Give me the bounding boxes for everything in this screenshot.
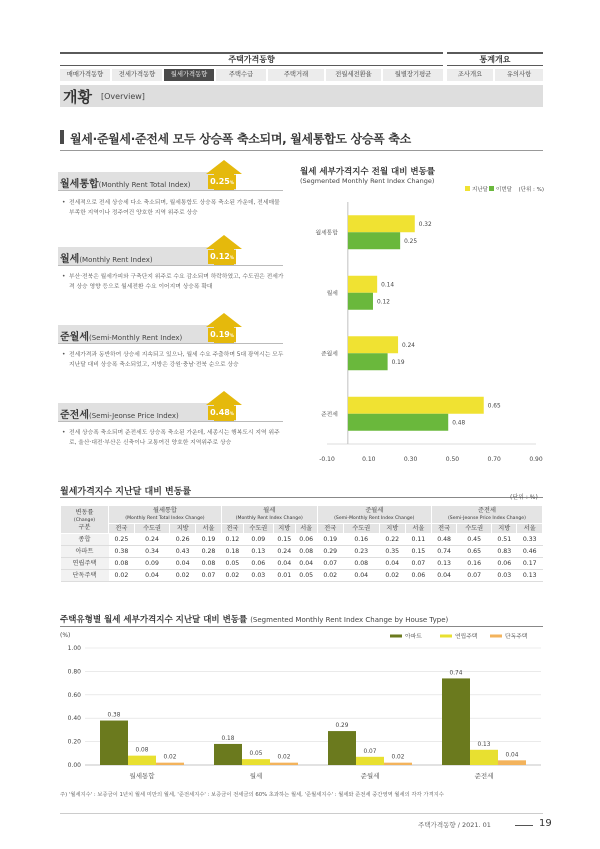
table-cell: 0.06 bbox=[243, 558, 273, 570]
section-title: 준전세(Semi-Jeonse Price Index) bbox=[60, 410, 179, 421]
table-cell: 0.13 bbox=[431, 558, 456, 570]
table-subcol-header: 지방 bbox=[379, 524, 405, 534]
table-row bbox=[61, 558, 543, 570]
tab-monthly-rent[interactable]: 월세가격동향 bbox=[164, 69, 214, 81]
legend-label: 아파트 bbox=[405, 634, 422, 640]
hbar-chart-title: 월세 세부가격지수 전월 대비 변동률 bbox=[300, 167, 436, 177]
category-label: 월세통합 bbox=[129, 772, 155, 780]
legend-swatch bbox=[489, 186, 494, 191]
bar-지난달 bbox=[348, 215, 415, 232]
table-cell: 0.46 bbox=[517, 546, 543, 558]
value-label: 0.14 bbox=[381, 282, 395, 289]
bar-아파트 bbox=[214, 744, 242, 765]
bar-연립주택 bbox=[470, 750, 498, 765]
value-label: 0.24 bbox=[402, 342, 415, 349]
tab-sale-price[interactable]: 매매가격동향 bbox=[60, 69, 110, 81]
legend-label: 연립주택 bbox=[455, 634, 478, 640]
value-label: 0.19 bbox=[391, 359, 405, 366]
table-cell: 0.04 bbox=[170, 558, 196, 570]
table-cell: 0.06 bbox=[295, 534, 317, 546]
bar-단독주택 bbox=[498, 760, 526, 765]
y-tick-label: 0.20 bbox=[67, 738, 81, 746]
section-value: 0.12% bbox=[208, 250, 236, 264]
tab-notes[interactable]: 유의사항 bbox=[495, 69, 543, 81]
section-title: 월세통합(Monthly Rent Total Index) bbox=[60, 179, 191, 190]
bar-지난달 bbox=[348, 397, 484, 414]
table-cell: 0.17 bbox=[517, 558, 543, 570]
x-tick-label: 0.90 bbox=[529, 456, 543, 463]
y-tick-label: 0.80 bbox=[67, 668, 81, 676]
tab-transaction[interactable]: 주택거래 bbox=[268, 69, 324, 81]
table-cell: 0.09 bbox=[243, 534, 273, 546]
value-label: 0.18 bbox=[221, 735, 235, 742]
category-label: 준월세 bbox=[360, 772, 380, 780]
table-cell: 0.24 bbox=[134, 534, 169, 546]
table-cell: 0.04 bbox=[273, 558, 295, 570]
x-tick-label: 0.70 bbox=[487, 456, 501, 463]
table-cell: 0.02 bbox=[109, 570, 135, 582]
table-cell: 0.01 bbox=[273, 570, 295, 582]
section-bullet: • 전세 상승폭 축소되며 준전세도 상승폭 축소된 가운데, 세종시는 행복도시 지역 위주로, 울산·대전·부산은 신축이나 교통여건 양호한 지역위주로 상승 bbox=[62, 430, 280, 446]
table-subcol-header: 전국 bbox=[317, 524, 343, 534]
table-subcol-header: 수도권 bbox=[243, 524, 273, 534]
value-label: 0.05 bbox=[249, 751, 263, 758]
table-corner: 변동률 (Change) 구분 bbox=[61, 506, 109, 534]
table-subcol-header: 수도권 bbox=[134, 524, 169, 534]
x-tick-label: 0.50 bbox=[445, 456, 460, 463]
table-cell: 0.35 bbox=[379, 546, 405, 558]
table-cell: 0.07 bbox=[317, 558, 343, 570]
table-cell: 0.08 bbox=[295, 546, 317, 558]
row-label: 아파트 bbox=[61, 546, 109, 558]
value-label: 0.12 bbox=[376, 299, 390, 306]
table-subcol-header: 서울 bbox=[295, 524, 317, 534]
table-cell: 0.05 bbox=[221, 558, 243, 570]
table-group-header: 월세 (Monthly Rent Index Change) bbox=[221, 506, 317, 524]
divider bbox=[58, 190, 283, 191]
table-cell: 0.09 bbox=[134, 558, 169, 570]
divider bbox=[58, 421, 283, 422]
table-cell: 0.12 bbox=[221, 534, 243, 546]
section-value: 0.19% bbox=[208, 328, 236, 342]
table-cell: 0.33 bbox=[517, 534, 543, 546]
table-row bbox=[61, 534, 543, 546]
value-label: 0.32 bbox=[418, 221, 432, 228]
table-cell: 0.13 bbox=[243, 546, 273, 558]
category-label: 월세 bbox=[326, 290, 338, 297]
table-cell: 0.34 bbox=[134, 546, 169, 558]
page-number: 19 bbox=[539, 818, 552, 829]
table-subcol-header: 서울 bbox=[196, 524, 222, 534]
table-cell: 0.04 bbox=[379, 558, 405, 570]
table-cell: 0.02 bbox=[221, 570, 243, 582]
category-label: 월세통합 bbox=[315, 230, 338, 237]
table-cell: 0.28 bbox=[196, 546, 222, 558]
hbar-chart bbox=[300, 182, 545, 467]
title-marker bbox=[60, 130, 64, 144]
table-cell: 0.13 bbox=[517, 570, 543, 582]
table-cell: 0.07 bbox=[196, 570, 222, 582]
value-label: 0.25 bbox=[404, 238, 418, 245]
bar-아파트 bbox=[442, 678, 470, 765]
legend-swatch bbox=[465, 186, 470, 191]
bar-단독주택 bbox=[156, 763, 184, 765]
table-cell: 0.03 bbox=[243, 570, 273, 582]
row-label: 연립주택 bbox=[61, 558, 109, 570]
legend-label: 지난달 bbox=[472, 187, 488, 193]
page-subtitle: [Overview] bbox=[101, 92, 145, 101]
bar-연립주택 bbox=[128, 756, 156, 765]
section-value: 0.25% bbox=[208, 175, 236, 189]
tab-jeonse-price[interactable]: 전세가격동향 bbox=[112, 69, 162, 81]
table-subcol-header: 수도권 bbox=[457, 524, 492, 534]
table-cell: 0.18 bbox=[221, 546, 243, 558]
tab-conversion-rate[interactable]: 전월세전환율 bbox=[326, 69, 381, 81]
table-cell: 0.11 bbox=[405, 534, 431, 546]
x-tick-label: 0.30 bbox=[403, 456, 418, 463]
legend-label: 이번달 bbox=[496, 187, 512, 193]
bar-이번달 bbox=[348, 232, 400, 249]
table-subcol-header: 서울 bbox=[517, 524, 543, 534]
table-cell: 0.43 bbox=[170, 546, 196, 558]
hbar-chart-subtitle: (Segmented Monthly Rent Index Change) bbox=[300, 177, 435, 185]
table-cell: 0.38 bbox=[109, 546, 135, 558]
row-label: 단독주택 bbox=[61, 570, 109, 582]
table-cell: 0.19 bbox=[196, 534, 222, 546]
y-axis-unit: (%) bbox=[60, 632, 71, 639]
value-label: 0.48 bbox=[452, 420, 466, 427]
table-cell: 0.04 bbox=[134, 570, 169, 582]
rent-change-table bbox=[60, 505, 543, 582]
table-cell: 0.83 bbox=[492, 546, 517, 558]
value-label: 0.13 bbox=[477, 741, 491, 748]
legend-label: 단독주택 bbox=[505, 634, 528, 640]
category-label: 준전세 bbox=[321, 411, 338, 418]
table-cell: 0.16 bbox=[457, 558, 492, 570]
table-cell: 0.65 bbox=[457, 546, 492, 558]
category-label: 준월세 bbox=[321, 351, 338, 358]
table-cell: 0.22 bbox=[379, 534, 405, 546]
table-cell: 0.03 bbox=[492, 570, 517, 582]
table-group-header: 월세통합 (Monthly Rent Total Index Change) bbox=[109, 506, 222, 524]
table-cell: 0.45 bbox=[457, 534, 492, 546]
section-bullet: • 전세가격과 동반하여 상승세 지속되고 있으나, 월세 수요 주춤하며 5대 광역시는 모두 지난달 대비 상승폭 축소되었고, 지방은 강원·충남·전북 순으로 상승 bbox=[62, 352, 284, 368]
bar-이번달 bbox=[348, 414, 448, 431]
table-cell: 0.23 bbox=[343, 546, 379, 558]
section-title: 준월세(Semi-Monthly Rent Index) bbox=[60, 332, 183, 343]
section-title: 월세(Monthly Rent Index) bbox=[60, 254, 153, 265]
footer-publication: 주택가격동향 / 2021. 01 bbox=[418, 821, 491, 829]
table-group-header: 준월세 (Semi-Monthly Rent Index Change) bbox=[317, 506, 431, 524]
table-subcol-header: 수도권 bbox=[343, 524, 379, 534]
value-label: 0.04 bbox=[505, 752, 519, 759]
tab-supply[interactable]: 주택수급 bbox=[216, 69, 266, 81]
bar-연립주택 bbox=[242, 759, 270, 765]
value-label: 0.74 bbox=[449, 670, 463, 677]
table-unit: (단위 : %) bbox=[510, 494, 538, 501]
table-cell: 0.51 bbox=[492, 534, 517, 546]
value-label: 0.07 bbox=[363, 748, 377, 755]
chart-unit: (단위 : %) bbox=[518, 187, 544, 193]
section-value: 0.48% bbox=[208, 406, 236, 420]
table-cell: 0.02 bbox=[379, 570, 405, 582]
value-label: 0.29 bbox=[335, 723, 349, 730]
table-cell: 0.08 bbox=[109, 558, 135, 570]
table-cell: 0.15 bbox=[273, 534, 295, 546]
table-cell: 0.04 bbox=[343, 570, 379, 582]
table-row bbox=[61, 570, 543, 582]
section-bullet: • 부산·전북은 월세가피와 구축단지 위주로 수요 감소되며 하락하였고, 수도권은 전세가격 상승 영향 등으로 월세전환 수요 이어지며 상승폭 확대 bbox=[62, 274, 284, 290]
divider bbox=[60, 497, 543, 498]
tab-survey-overview[interactable]: 조사개요 bbox=[447, 69, 493, 81]
value-label: 0.08 bbox=[135, 747, 149, 754]
main-headline: 월세·준월세·준전세 모두 상승폭 축소되며, 월세통합도 상승폭 축소 bbox=[70, 132, 411, 146]
tab-long-term-average[interactable]: 월별장기평균 bbox=[383, 69, 443, 81]
y-tick-label: 0.00 bbox=[67, 762, 81, 769]
table-cell: 0.04 bbox=[295, 558, 317, 570]
bar-연립주택 bbox=[356, 757, 384, 765]
x-tick-label: -0.10 bbox=[319, 456, 335, 463]
category-label: 준전세 bbox=[474, 772, 494, 780]
value-label: 0.38 bbox=[107, 712, 121, 719]
table-cell: 0.26 bbox=[170, 534, 196, 546]
y-tick-label: 1.00 bbox=[67, 645, 81, 652]
bar-이번달 bbox=[348, 353, 388, 370]
bar-아파트 bbox=[328, 731, 356, 765]
table-cell: 0.15 bbox=[405, 546, 431, 558]
table-cell: 0.06 bbox=[492, 558, 517, 570]
table-subcol-header: 지방 bbox=[170, 524, 196, 534]
divider bbox=[60, 813, 543, 814]
divider bbox=[58, 343, 283, 344]
section-bullet: • 전세적으로 전세 상승세 다소 축소되며, 월세통합도 상승폭 축소된 가운데, 전세매물 부족한 지역이나 정주여건 양호한 지역 위주로 상승 bbox=[62, 200, 280, 216]
value-label: 0.65 bbox=[487, 403, 501, 410]
table-title: 월세가격지수 지난달 대비 변동률 bbox=[60, 487, 192, 497]
bar-단독주택 bbox=[384, 763, 412, 765]
y-tick-label: 0.60 bbox=[67, 691, 81, 699]
bar-지난달 bbox=[348, 336, 398, 353]
table-row bbox=[61, 546, 543, 558]
bar-이번달 bbox=[348, 293, 373, 310]
vbar-chart bbox=[55, 628, 545, 788]
footnote: 주) '월세지수' : 보증금이 1년치 월세 미만의 월세, '준전세지수' : 보증금이 전세금의 60% 초과하는 월세, '준월세지수' : 월세와 준전세 중간영역 월세의 각각 가격지수 bbox=[60, 792, 444, 798]
x-tick-label: 0.10 bbox=[362, 456, 376, 463]
category-label: 월세 bbox=[249, 772, 263, 780]
divider bbox=[60, 150, 543, 151]
table-subcol-header: 전국 bbox=[109, 524, 135, 534]
nav-group-price-trend: 주택가격동향 bbox=[60, 52, 443, 66]
table-cell: 0.16 bbox=[343, 534, 379, 546]
table-cell: 0.02 bbox=[170, 570, 196, 582]
table-cell: 0.08 bbox=[196, 558, 222, 570]
table-cell: 0.25 bbox=[109, 534, 135, 546]
page-title: 개황 bbox=[63, 88, 92, 106]
table-group-header: 준전세 (Semi-Jeonse Price Index Change) bbox=[431, 506, 542, 524]
y-tick-label: 0.40 bbox=[67, 715, 81, 723]
table-cell: 0.74 bbox=[431, 546, 456, 558]
divider bbox=[60, 626, 543, 627]
divider bbox=[58, 265, 283, 266]
row-label: 종합 bbox=[61, 534, 109, 546]
value-label: 0.02 bbox=[163, 754, 177, 761]
bar-지난달 bbox=[348, 276, 377, 293]
nav-group-overview: 통계개요 bbox=[447, 52, 543, 66]
table-cell: 0.19 bbox=[317, 534, 343, 546]
bar-아파트 bbox=[100, 721, 128, 765]
table-cell: 0.04 bbox=[431, 570, 456, 582]
vbar-chart-heading: 주택유형별 월세 세부가격지수 지난달 대비 변동률 (Segmented Monthly Rent Index Change by House Type) bbox=[60, 615, 449, 625]
table-cell: 0.02 bbox=[317, 570, 343, 582]
table-cell: 0.24 bbox=[273, 546, 295, 558]
table-subcol-header: 지방 bbox=[492, 524, 517, 534]
table-cell: 0.08 bbox=[343, 558, 379, 570]
bar-단독주택 bbox=[270, 763, 298, 765]
table-subcol-header: 전국 bbox=[221, 524, 243, 534]
table-cell: 0.29 bbox=[317, 546, 343, 558]
divider bbox=[515, 825, 533, 826]
table-subcol-header: 전국 bbox=[431, 524, 456, 534]
table-cell: 0.48 bbox=[431, 534, 456, 546]
table-cell: 0.07 bbox=[457, 570, 492, 582]
table-cell: 0.06 bbox=[405, 570, 431, 582]
table-cell: 0.07 bbox=[405, 558, 431, 570]
value-label: 0.02 bbox=[277, 754, 291, 761]
table-cell: 0.05 bbox=[295, 570, 317, 582]
value-label: 0.02 bbox=[391, 754, 405, 761]
table-subcol-header: 서울 bbox=[405, 524, 431, 534]
table-subcol-header: 지방 bbox=[273, 524, 295, 534]
